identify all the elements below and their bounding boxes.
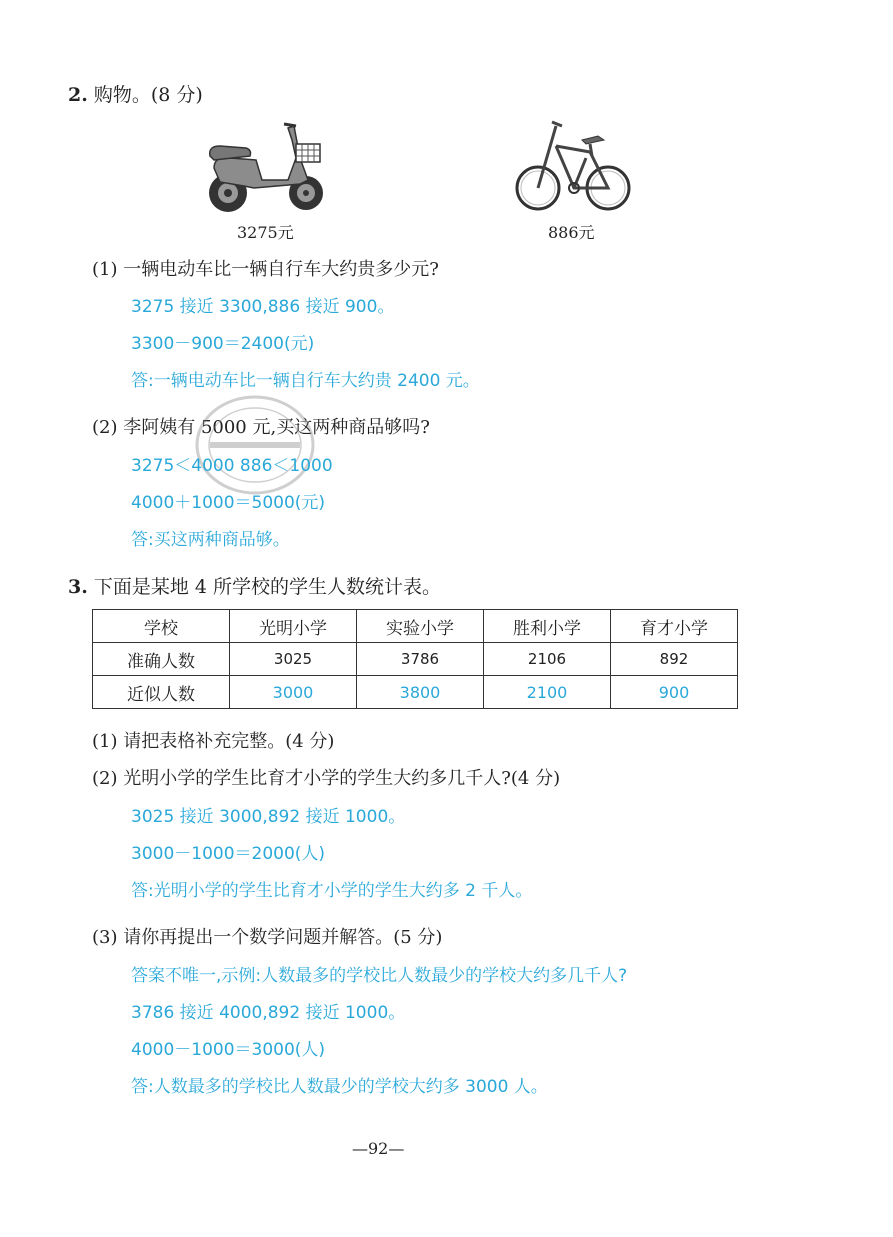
bicycle-price: 886元 [548, 223, 595, 242]
q3-p3-line2: 3786 接近 4000,892 接近 1000。 [131, 1003, 406, 1023]
electric-bike-image [200, 118, 330, 218]
q3-p3-line3: 4000－1000＝3000(人) [131, 1040, 326, 1060]
q3-title: 下面是某地 4 所学校的学生人数统计表。 [93, 576, 442, 598]
q2-p1-line1: 3275 接近 3300,886 接近 900。 [131, 297, 395, 317]
q3-p1-question: (1) 请把表格补充完整。(4 分) [92, 731, 335, 752]
q3-heading [68, 572, 441, 599]
q3-p2-line1: 3025 接近 3000,892 接近 1000。 [131, 807, 406, 827]
table-header-cell: 学校 [93, 610, 230, 643]
school-stats-table [92, 609, 738, 709]
watermark-stamp [190, 390, 320, 500]
electric-bike-price: 3275元 [237, 223, 294, 242]
table-row-exact [93, 643, 738, 676]
table-header-cell: 光明小学 [230, 610, 357, 643]
table-cell-answer: 3000 [230, 676, 357, 709]
table-header-row [93, 610, 738, 643]
q3-p2-line3: 答:光明小学的学生比育才小学的学生大约多 2 千人。 [131, 881, 533, 901]
q3-p3-question: (3) 请你再提出一个数学问题并解答。(5 分) [92, 927, 443, 948]
q3-p2-question: (2) 光明小学的学生比育才小学的学生大约多几千人?(4 分) [92, 768, 561, 789]
table-cell-answer: 2100 [484, 676, 611, 709]
table-row-label: 近似人数 [93, 676, 230, 709]
table-header-cell: 育才小学 [611, 610, 738, 643]
q2-title: 购物。(8 分) [93, 84, 203, 106]
q2-p2-line1: 3275＜4000 886＜1000 [131, 456, 333, 476]
bicycle-image [512, 116, 634, 216]
q3-p3-line1: 答案不唯一,示例:人数最多的学校比人数最少的学校大约多几千人? [131, 966, 628, 986]
q2-p1-line3: 答:一辆电动车比一辆自行车大约贵 2400 元。 [131, 371, 480, 391]
q2-p1-question: (1) 一辆电动车比一辆自行车大约贵多少元? [92, 259, 439, 280]
table-cell: 3025 [230, 643, 357, 676]
table-cell-answer: 900 [611, 676, 738, 709]
table-header-cell: 实验小学 [357, 610, 484, 643]
page-number: —92— [352, 1139, 405, 1158]
table-cell: 892 [611, 643, 738, 676]
table-row-approx [93, 676, 738, 709]
q2-p2-line2: 4000＋1000＝5000(元) [131, 493, 326, 513]
table-cell: 2106 [484, 643, 611, 676]
q3-p3-line4: 答:人数最多的学校比人数最少的学校大约多 3000 人。 [131, 1077, 548, 1097]
table-row-label: 准确人数 [93, 643, 230, 676]
table-cell: 3786 [357, 643, 484, 676]
q2-p2-line3: 答:买这两种商品够。 [131, 530, 290, 550]
q2-number: 2. [68, 84, 88, 106]
q3-number: 3. [68, 576, 88, 598]
table-header-cell: 胜利小学 [484, 610, 611, 643]
q3-p2-line2: 3000－1000＝2000(人) [131, 844, 326, 864]
q2-heading [68, 80, 203, 107]
q2-p2-question: (2) 李阿姨有 5000 元,买这两种商品够吗? [92, 417, 430, 438]
q2-p1-line2: 3300－900＝2400(元) [131, 334, 315, 354]
table-cell-answer: 3800 [357, 676, 484, 709]
